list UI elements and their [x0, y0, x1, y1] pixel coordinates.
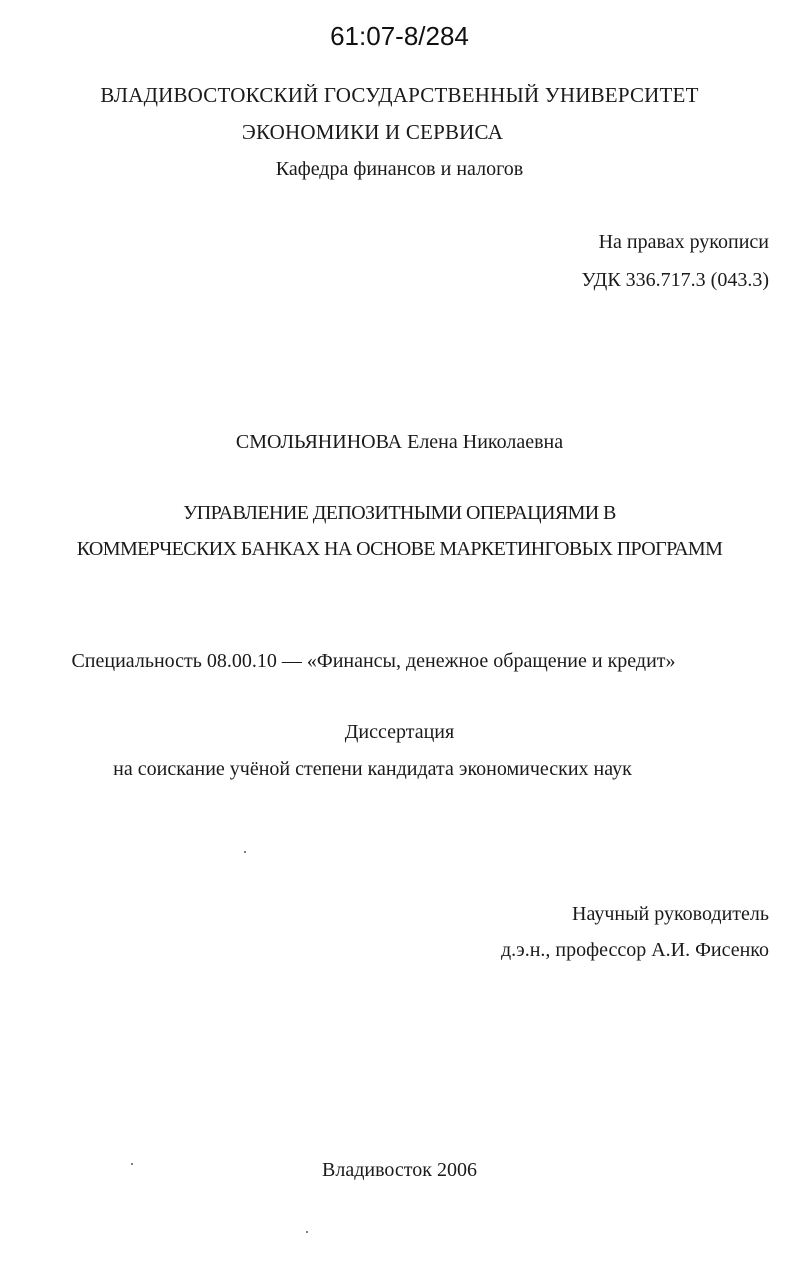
specialty-line: Специальность 08.00.10 — «Финансы, денежное обращение и кредит»: [71, 650, 676, 672]
university-name-line1: ВЛАДИВОСТОКСКИЙ ГОСУДАРСТВЕННЫЙ УНИВЕРСИТЕТ: [100, 83, 699, 107]
dissertation-label: Диссертация: [344, 721, 455, 743]
dissertation-title-line2: КОММЕРЧЕСКИХ БАНКАХ НА ОСНОВЕ МАРКЕТИНГОВЫХ ПРОГРАММ: [76, 538, 723, 560]
supervisor-label: Научный руководитель: [572, 903, 769, 925]
degree-purpose: на соискание учёной степени кандидата экономических наук: [113, 758, 632, 780]
scan-speck: [131, 1163, 133, 1165]
scan-speck: [306, 1231, 308, 1233]
author-name: СМОЛЬЯНИНОВА Елена Николаевна: [235, 431, 564, 453]
university-name-line2: ЭКОНОМИКИ И СЕРВИСА: [241, 120, 504, 144]
scan-speck: [244, 851, 246, 853]
dissertation-title-line1: УПРАВЛЕНИЕ ДЕПОЗИТНЫМИ ОПЕРАЦИЯМИ В: [183, 502, 616, 524]
department-name: Кафедра финансов и налогов: [275, 158, 524, 180]
archive-code: 61:07-8/284: [330, 21, 469, 51]
city-year: Владивосток 2006: [322, 1159, 477, 1181]
udc-code: УДК 336.717.3 (043.3): [581, 269, 769, 291]
supervisor-name: д.э.н., профессор А.И. Фисенко: [500, 939, 769, 961]
manuscript-rights-label: На правах рукописи: [598, 231, 769, 253]
